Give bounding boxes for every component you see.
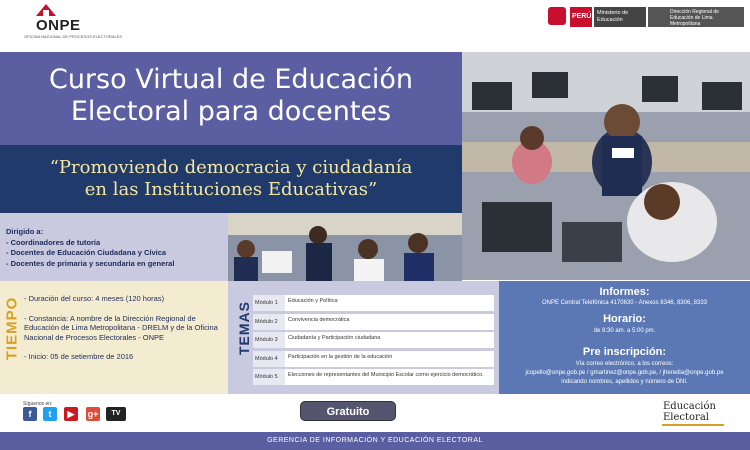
audience-item: - Docentes de primaria y secundaria en general <box>6 258 175 268</box>
onpe-logo-text: ONPE <box>36 17 81 34</box>
gov-country-label: PERÚ <box>570 7 592 27</box>
module-title: Participación en la gestión de la educación <box>285 351 494 367</box>
module-row <box>253 332 494 348</box>
audience-list <box>6 227 174 269</box>
edu-logo-line-2: Electoral <box>663 412 709 423</box>
edu-logo-underline <box>662 424 724 426</box>
inscripcion-line-1: Vía correo electrónico, a los correos: <box>575 361 674 367</box>
inscripcion-emails[interactable]: jcopello@onpe.gob.pe / gmartinez@onpe.gob.pe, / jheredia@onpe.gob.pe <box>525 370 724 376</box>
classroom-photo-illustration <box>462 52 750 280</box>
classroom-photo <box>462 52 750 280</box>
googleplus-icon[interactable]: g+ <box>87 409 99 419</box>
slogan-line-1: “Promoviendo democracia y ciudadanía <box>49 157 413 178</box>
module-title: Convivencia democrática <box>285 314 494 330</box>
course-certificate: - Constancia: A nombre de la Dirección Regional de Educación de Lima Metropolitana - DRELM y de la Oficina Nacional de Procesos Electorales - ONPE <box>24 313 218 342</box>
gov-direction-label: Dirección Regional de Educación de Lima Metropolitana <box>648 7 744 27</box>
course-duration: - Duración del curso: 4 meses (120 horas) <box>24 294 165 303</box>
informes-text: ONPE Central Telefónica 4170630 - Anexos 8346, 8306, 8333 <box>541 300 707 306</box>
peru-shield-icon <box>548 7 566 25</box>
youtube-icon[interactable]: ▶ <box>64 407 78 421</box>
informes-heading: Informes: <box>599 286 650 298</box>
module-number: Módulo 3 <box>253 332 285 348</box>
module-row <box>253 295 494 311</box>
facebook-icon[interactable]: f <box>23 407 37 421</box>
module-number: Módulo 1 <box>253 295 285 311</box>
onpe-subtitle: OFICINA NACIONAL DE PROCESOS ELECTORALES <box>24 34 123 39</box>
slogan-line-2: en las Instituciones Educativas” <box>84 179 378 200</box>
module-list <box>253 295 494 388</box>
module-row <box>253 369 494 385</box>
students-photo-illustration <box>228 213 462 281</box>
follow-us-label: Síguenos en: <box>23 401 53 407</box>
title-line-1: Curso Virtual de Educación <box>48 64 414 95</box>
twitter-icon[interactable]: t <box>43 407 57 421</box>
horario-text: de 8:30 am. a 5:00 pm. <box>593 328 656 334</box>
time-label: TIEMPO <box>3 296 21 361</box>
audience-item: - Docentes de Educación Ciudadana y Cívica <box>6 248 167 257</box>
module-row <box>253 351 494 367</box>
bottom-bar: GERENCIA DE INFORMACIÓN Y EDUCACIÓN ELECTORAL <box>0 432 750 450</box>
onpe-tv-icon[interactable]: TV <box>106 407 126 421</box>
module-number: Módulo 2 <box>253 314 285 330</box>
module-number: Módulo 5 <box>253 369 285 385</box>
module-title: Ciudadanía y Participación ciudadana <box>285 332 494 348</box>
inscripcion-line-3: indicando nombres, apellidos y número de DNI. <box>561 379 688 385</box>
time-details <box>24 294 224 372</box>
topics-label: TEMAS <box>236 301 252 355</box>
inscripcion-heading: Pre inscripción: <box>582 346 667 358</box>
module-number: Módulo 4 <box>253 351 285 367</box>
title-line-2: Electoral para docentes <box>70 96 392 127</box>
gov-ministry-label: Ministerio de Educación <box>594 7 646 27</box>
module-title: Educación y Política <box>285 295 494 311</box>
slogan <box>10 157 452 201</box>
page-title <box>0 64 462 128</box>
audience-heading: Dirigido a: <box>6 227 44 236</box>
onpe-logo-icon <box>34 2 58 18</box>
course-start: - Inicio: 05 de setiembre de 2016 <box>24 352 134 361</box>
students-photo <box>228 213 462 281</box>
edu-logo-line-1: Educación <box>663 401 716 412</box>
audience-item: - Coordinadores de tutoría <box>6 237 101 247</box>
free-badge: Gratuito <box>300 401 396 421</box>
horario-heading: Horario: <box>603 313 646 325</box>
module-title: Elecciones de representantes del Municipio Escolar como ejercicio democrático. <box>285 369 494 385</box>
module-row <box>253 314 494 330</box>
